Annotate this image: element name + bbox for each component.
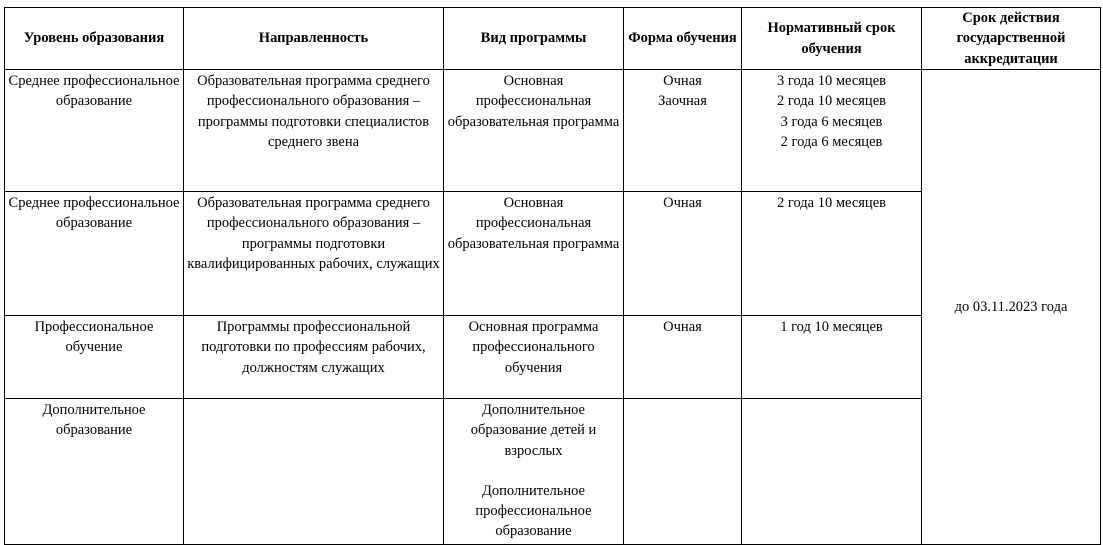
cell-program-type — [444, 399, 624, 545]
program-type-value: Дополнительное образование детей и взрослых — [470, 402, 597, 459]
form-value: Очная — [663, 195, 702, 211]
term-value: 2 года 10 месяцев — [777, 195, 886, 211]
cell-term — [742, 399, 922, 545]
cell-direction — [184, 399, 444, 545]
cell-form — [624, 70, 742, 192]
paragraph-spacer — [447, 461, 620, 481]
form-value: Очная — [663, 73, 702, 89]
form-value: Очная — [663, 319, 702, 335]
header-validity: Срок действия государственной аккредитации — [922, 8, 1101, 70]
cell-direction: Программы профессиональной подготовки по профессиям рабочих, должностям служащих — [184, 316, 444, 399]
header-level: Уровень образования — [5, 8, 184, 70]
table-header-row — [5, 8, 1101, 70]
cell-form — [624, 192, 742, 316]
form-value: Заочная — [658, 93, 707, 110]
header-form: Форма обучения — [624, 8, 742, 70]
cell-validity: до 03.11.2023 года — [922, 70, 1101, 545]
cell-level: Среднее профессиональное образование — [5, 70, 184, 192]
cell-term — [742, 192, 922, 316]
term-value: 3 года 6 месяцев — [780, 113, 883, 130]
program-type-value: Дополнительное профессиональное образование — [475, 482, 592, 540]
cell-form — [624, 316, 742, 399]
cell-program-type: Основная программа профессионального обучения — [444, 316, 624, 399]
table-row — [5, 70, 1101, 192]
header-term: Нормативный срок обучения — [742, 8, 922, 70]
accreditation-table — [4, 7, 1101, 545]
cell-form — [624, 399, 742, 545]
cell-direction: Образовательная программа среднего профессионального образования – программы подготовки специалистов среднего звена — [184, 70, 444, 192]
cell-level: Среднее профессиональное образование — [5, 192, 184, 316]
term-value: 1 год 10 месяцев — [780, 319, 883, 335]
term-value: 2 года 10 месяцев — [777, 93, 886, 110]
term-value: 2 года 6 месяцев — [780, 133, 883, 150]
cell-direction: Образовательная программа среднего профессионального образования – программы подготовки квалифицированных рабочих, служащих — [184, 192, 444, 316]
cell-level: Профессиональное обучение — [5, 316, 184, 399]
header-direction: Направленность — [184, 8, 444, 70]
header-program-type: Вид программы — [444, 8, 624, 70]
cell-program-type: Основная профессиональная образовательная программа — [444, 192, 624, 316]
cell-term — [742, 70, 922, 192]
cell-program-type: Основная профессиональная образовательная программа — [444, 70, 624, 192]
term-value: 3 года 10 месяцев — [777, 73, 886, 89]
cell-term — [742, 316, 922, 399]
cell-level: Дополнительное образование — [5, 399, 184, 545]
